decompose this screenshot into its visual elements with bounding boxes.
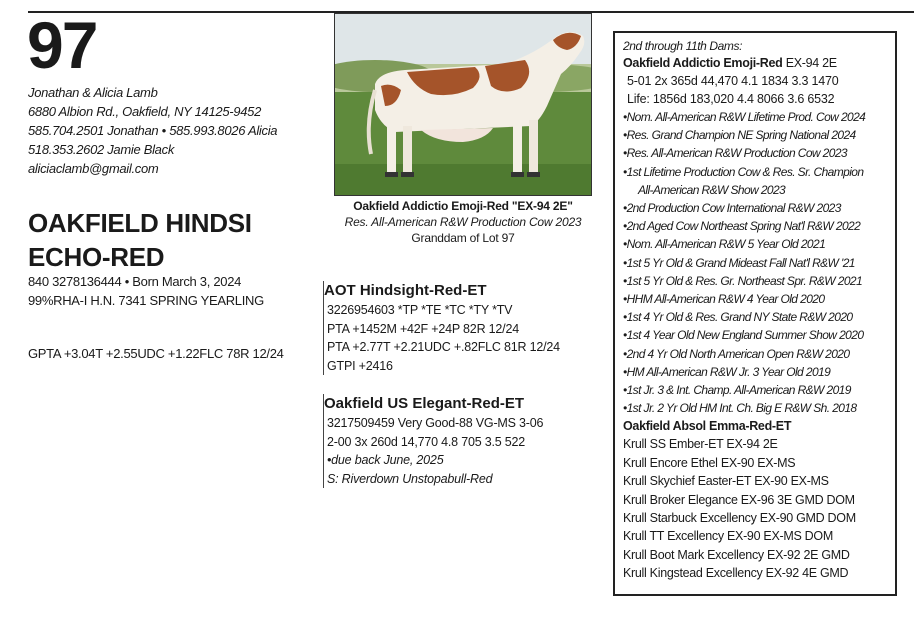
granddam-awards bbox=[623, 108, 895, 417]
ancestor-item: Krull TT Excellency EX-90 EX-MS DOM bbox=[623, 529, 833, 544]
award-item: •Res. Grand Champion NE Spring National 2024 bbox=[623, 128, 856, 143]
dam-details bbox=[327, 414, 543, 488]
sire-name: AOT Hindsight-Red-ET bbox=[324, 282, 487, 299]
ancestry-header: 2nd through 11th Dams: bbox=[623, 39, 743, 53]
award-item: •HM All-American R&W Jr. 3 Year Old 2019 bbox=[623, 364, 831, 379]
granddam-record: 5-01 2x 365d 44,470 4.1 1834 3.3 1470 bbox=[627, 74, 839, 88]
award-item: •2nd Production Cow International R&W 2023 bbox=[623, 201, 841, 216]
breed-and-class: 99%RHA-I H.N. 7341 SPRING YEARLING bbox=[28, 293, 264, 308]
ancestor-item: Krull Starbuck Excellency EX-90 GMD DOM bbox=[623, 511, 856, 526]
animal-name-line2: ECHO-RED bbox=[28, 242, 165, 272]
award-item: •1st 5 Yr Old & Res. Gr. Northeast Spr. R&W 2021 bbox=[623, 273, 863, 288]
dam-due-note: •due back June, 2025 bbox=[327, 453, 444, 467]
granddam-classification: EX-94 2E bbox=[785, 56, 837, 70]
consignor-name: Jonathan & Alicia Lamb bbox=[28, 85, 158, 100]
ancestry-box bbox=[613, 31, 897, 596]
ancestor-item: Krull Skychief Easter-ET EX-90 EX-MS bbox=[623, 474, 829, 489]
award-item: •Nom. All-American R&W Lifetime Prod. Cow 2024 bbox=[623, 110, 866, 124]
granddam-name-line bbox=[623, 54, 895, 72]
consignor-phone-secondary: 518.353.2602 Jamie Black bbox=[28, 142, 175, 157]
genomic-pta: GPTA +3.04T +2.55UDC +1.22FLC 78R 12/24 bbox=[28, 346, 284, 361]
lot-number: 97 bbox=[27, 8, 97, 82]
award-item: •1st 4 Yr Old & Res. Grand NY State R&W 2020 bbox=[623, 310, 853, 325]
animal-name bbox=[28, 206, 252, 274]
photo-caption-award: Res. All-American R&W Production Cow 2023 bbox=[344, 215, 582, 229]
consignor-info bbox=[28, 83, 277, 178]
ancestor-item: Krull Boot Mark Excellency EX-92 2E GMD bbox=[623, 547, 850, 562]
sire-pta-type: PTA +2.77T +2.21UDC +.82FLC 81R 12/24 bbox=[327, 340, 560, 354]
consignor-address: 6880 Albion Rd., Oakfield, NY 14125-9452 bbox=[28, 104, 262, 119]
photo-caption-title: Oakfield Addictio Emoji-Red "EX-94 2E" bbox=[353, 199, 573, 213]
award-item: •2nd 4 Yr Old North American Open R&W 2020 bbox=[623, 346, 850, 361]
dam-service-sire: S: Riverdown Unstopabull-Red bbox=[327, 471, 493, 486]
award-item: •1st 4 Year Old New England Summer Show 2020 bbox=[623, 328, 864, 343]
sire-pta-production: PTA +1452M +42F +24P 82R 12/24 bbox=[327, 321, 519, 336]
sire-block bbox=[323, 281, 560, 375]
granddam-lifetime-record: Life: 1856d 183,020 4.4 8066 3.6 6532 bbox=[627, 92, 835, 106]
dam-block bbox=[323, 394, 543, 488]
award-item: •Res. All-American R&W Production Cow 2023 bbox=[623, 146, 847, 161]
dam-registration: 3217509459 Very Good-88 VG-MS 3-06 bbox=[327, 416, 544, 430]
ancestor-list bbox=[623, 435, 895, 582]
award-item: •2nd Aged Cow Northeast Spring Nat'l R&W 2022 bbox=[623, 219, 861, 234]
award-item: •1st Jr. 2 Yr Old HM Int. Ch. Big E R&W Sh. 2018 bbox=[623, 401, 857, 416]
consignor-phone-primary: 585.704.2501 Jonathan • 585.993.8026 Alicia bbox=[28, 123, 278, 138]
ancestor-item: Krull Broker Elegance EX-96 3E GMD DOM bbox=[623, 492, 855, 507]
dam-record: 2-00 3x 260d 14,770 4.8 705 3.5 522 bbox=[327, 434, 526, 449]
consignor-email: aliciaclamb@gmail.com bbox=[28, 161, 159, 176]
animal-registration bbox=[28, 272, 264, 310]
registration-and-birth: 840 3278136444 • Born March 3, 2024 bbox=[28, 274, 242, 289]
great-granddam-name: Oakfield Absol Emma-Red-ET bbox=[623, 419, 792, 434]
photo-caption bbox=[330, 198, 596, 246]
award-item: •1st Jr. 3 & Int. Champ. All-American R&W 2019 bbox=[623, 383, 851, 398]
award-item: •1st Lifetime Production Cow & Res. Sr. Champion bbox=[623, 164, 864, 179]
dam-name: Oakfield US Elegant-Red-ET bbox=[324, 395, 525, 412]
award-item: All-American R&W Show 2023 bbox=[638, 182, 786, 197]
cow-photo bbox=[334, 13, 592, 196]
animal-name-line1: OAKFIELD HINDSI bbox=[28, 208, 252, 238]
sire-details bbox=[327, 301, 560, 375]
award-item: •HHM All-American R&W 4 Year Old 2020 bbox=[623, 292, 825, 307]
ancestor-item: Krull Kingstead Excellency EX-92 4E GMD bbox=[623, 566, 849, 581]
ancestor-item: Krull Encore Ethel EX-90 EX-MS bbox=[623, 455, 796, 470]
granddam-name: Oakfield Addictio Emoji-Red bbox=[623, 56, 783, 70]
award-item: •1st 5 Yr Old & Grand Mideast Fall Nat'l R&W '21 bbox=[623, 255, 855, 270]
award-item: •Nom. All-American R&W 5 Year Old 2021 bbox=[623, 237, 826, 252]
ancestor-item: Krull SS Ember-ET EX-94 2E bbox=[623, 437, 778, 452]
sire-registration: 3226954603 *TP *TE *TC *TY *TV bbox=[327, 303, 513, 317]
sire-gtpi: GTPI +2416 bbox=[327, 358, 393, 373]
photo-caption-relation: Granddam of Lot 97 bbox=[411, 231, 515, 245]
